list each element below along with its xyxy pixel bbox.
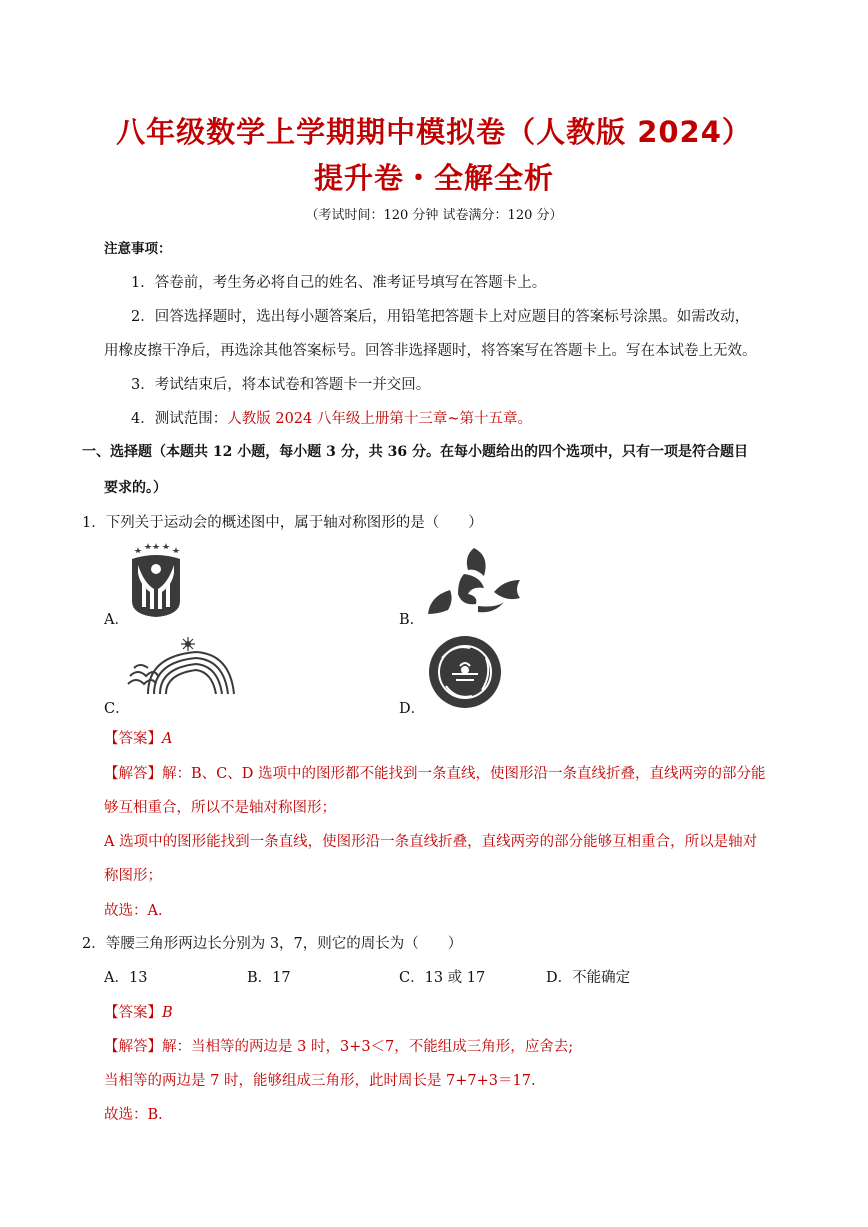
- q1-answer-label: 【答案】: [104, 731, 162, 747]
- q2-answer-value: B: [162, 1005, 173, 1021]
- notice-item-4-scope: 人教版 2024 八年级上册第十三章~第十五章。: [227, 411, 533, 427]
- document-subtitle: 提升卷・全解全析: [313, 161, 554, 195]
- notice-item-2b: 用橡皮擦干净后，再选涂其他答案标号。回答非选择题时，将答案写在答题卡上。写在本试卷上无效。: [104, 343, 757, 359]
- q2-option-a: A．13: [104, 970, 148, 986]
- q1-analysis-1: [104, 762, 765, 783]
- arch-waves-icon: [126, 636, 236, 698]
- notice-item-4: [131, 407, 532, 428]
- q1-analysis-4: 称图形；: [104, 868, 162, 884]
- section-1-heading-cont: 要求的。）: [104, 480, 167, 496]
- section-1-heading: 一、选择题（本题共 12 小题，每小题 3 分，共 36 分。在每小题给出的四个选项中，只有一项是符合题目: [82, 444, 748, 460]
- q1-analysis-text-1: 解：B、C、D 选项中的图形都不能找到一条直线，使图形沿一条直线折叠，直线两旁的部分能: [162, 766, 766, 782]
- q2-analysis-2: 当相等的两边是 7 时，能够组成三角形，此时周长是 7+7+3＝17.: [104, 1073, 536, 1089]
- q2-option-c: C．13 或 17: [399, 970, 486, 986]
- notice-item-4-prefix: 4．测试范围：: [131, 411, 228, 427]
- q1-option-d-label: D．: [399, 701, 426, 717]
- q1-stem: 1．下列关于运动会的概述图中，属于轴对称图形的是（ ）: [82, 515, 483, 531]
- petal-swirl-icon: [424, 546, 522, 616]
- q2-option-d: D．不能确定: [546, 970, 631, 986]
- q1-option-a-label: A．: [104, 612, 129, 628]
- notice-item-1: 1．答卷前，考生务必将自己的姓名、准考证号填写在答题卡上。: [131, 275, 547, 291]
- q2-answer-label: 【答案】: [104, 1005, 162, 1021]
- circle-seal-icon: [426, 634, 504, 710]
- q2-analysis-label: 【解答】: [104, 1039, 162, 1055]
- q1-analysis-label: 【解答】: [104, 766, 162, 782]
- document-title: 八年级数学上学期期中模拟卷（人教版 2024）: [116, 115, 752, 149]
- q2-option-b: B．17: [247, 970, 291, 986]
- q2-choice: 故选：B．: [104, 1107, 173, 1123]
- q1-option-b-label: B．: [399, 612, 425, 628]
- q1-choice: 故选：A．: [104, 903, 173, 919]
- exam-info: （考试时间：120 分钟 试卷满分：120 分）: [305, 208, 563, 223]
- q1-answer: [104, 727, 172, 748]
- q2-stem: 2．等腰三角形两边长分别为 3，7，则它的周长为（ ）: [82, 936, 463, 952]
- q1-answer-value: A: [162, 731, 173, 747]
- notice-item-2a: 2．回答选择题时，选出每小题答案后，用铅笔把答题卡上对应题目的答案标号涂黑。如需改动，: [131, 309, 750, 325]
- q1-option-c-label: C．: [104, 701, 130, 717]
- q1-analysis-2: 够互相重合，所以不是轴对称图形；: [104, 800, 336, 816]
- q2-answer: [104, 1001, 173, 1022]
- notice-item-3: 3．考试结束后，将本试卷和答题卡一并交回。: [131, 377, 431, 393]
- emblem-crest-icon: [124, 543, 188, 619]
- q1-analysis-3: A 选项中的图形能找到一条直线，使图形沿一条直线折叠，直线两旁的部分能够互相重合，所以是轴对: [104, 834, 758, 850]
- notice-heading: 注意事项：: [104, 241, 172, 257]
- q2-analysis-text-1: 解：当相等的两边是 3 时，3+3＜7，不能组成三角形，应舍去;: [162, 1039, 574, 1055]
- q2-analysis-1: [104, 1035, 573, 1056]
